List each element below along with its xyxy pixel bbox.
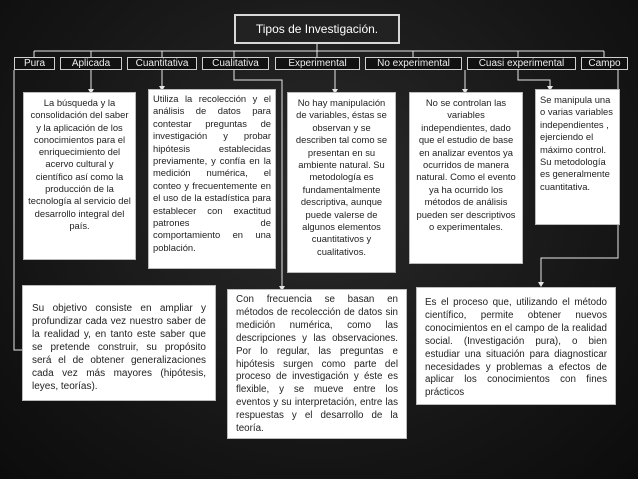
- category-cualitativa: Cualitativa: [202, 57, 269, 70]
- description-cualitativa: Con frecuencia se basan en métodos de recolección de datos sin medición numérica, como las descripciones y las observaciones. Por lo regular, las preguntas e hipótesis surgen como parte del proceso de investigación y éste es flexible, y se mueve entre los eventos y su interpretación, entre las respuestas y el desarrollo de la teoría.: [227, 289, 407, 439]
- description-cuasi-experimental: Se manipula una o varias variables independientes , ejerciendo el máximo control. Su metodología es generalmente cuantitativa.: [535, 89, 620, 225]
- description-cuantitativa: Utiliza la recolección y el análisis de datos para contestar preguntas de investigación y probar hipótesis establecidas previamente, y confía en la medición numérica, el conteo y frecuentemente en el uso de la estadística para establecer con exactitud patrones de comportamiento en una población.: [148, 89, 276, 269]
- category-campo: Campo: [581, 57, 628, 70]
- category-aplicada: Aplicada: [60, 57, 122, 70]
- category-experimental: Experimental: [275, 57, 360, 70]
- category-cuantitativa: Cuantitativa: [127, 57, 197, 70]
- category-cuasi-experimental: Cuasi experimental: [467, 57, 576, 70]
- description-aplicada: La búsqueda y la consolidación del saber y la aplicación de los conocimientos para el enriquecimiento del acervo cultural y científico así como la producción de la tecnología al servicio del desarrollo integral del país.: [23, 92, 136, 260]
- description-campo: Es el proceso que, utilizando el método científico, permite obtener nuevos conocimientos en el campo de la realidad social. (Investigación pura), o bien estudiar una situación para diagnosticar necesidades y problemas a efectos de aplicar los conocimientos con fines prácticos: [416, 287, 616, 405]
- description-experimental: No hay manipulación de variables, éstas se observan y se describen tal como se presentan en su ambiente natural. Su metodología es fundamentalmente descriptiva, aunque puede valerse de algunos elementos cuantitativos y cualitativos.: [287, 92, 396, 273]
- category-no-experimental: No experimental: [365, 57, 462, 70]
- category-pura: Pura: [14, 57, 55, 70]
- description-pura: Su objetivo consiste en ampliar y profundizar cada vez nuestro saber de la realidad y, en tanto este saber que se pretende construir, su propósito será el de obtener generalizaciones cada vez más mayores (hipótesis, leyes, teorías).: [22, 285, 216, 401]
- description-no-experimental: No se controlan las variables independientes, dado que el estudio de base en analizar eventos ya ocurridos de manera natural. Como el evento ya ha ocurrido los métodos de análisis pueden ser descriptivos o experimentales.: [409, 92, 523, 264]
- diagram-title: Tipos de Investigación.: [234, 14, 400, 44]
